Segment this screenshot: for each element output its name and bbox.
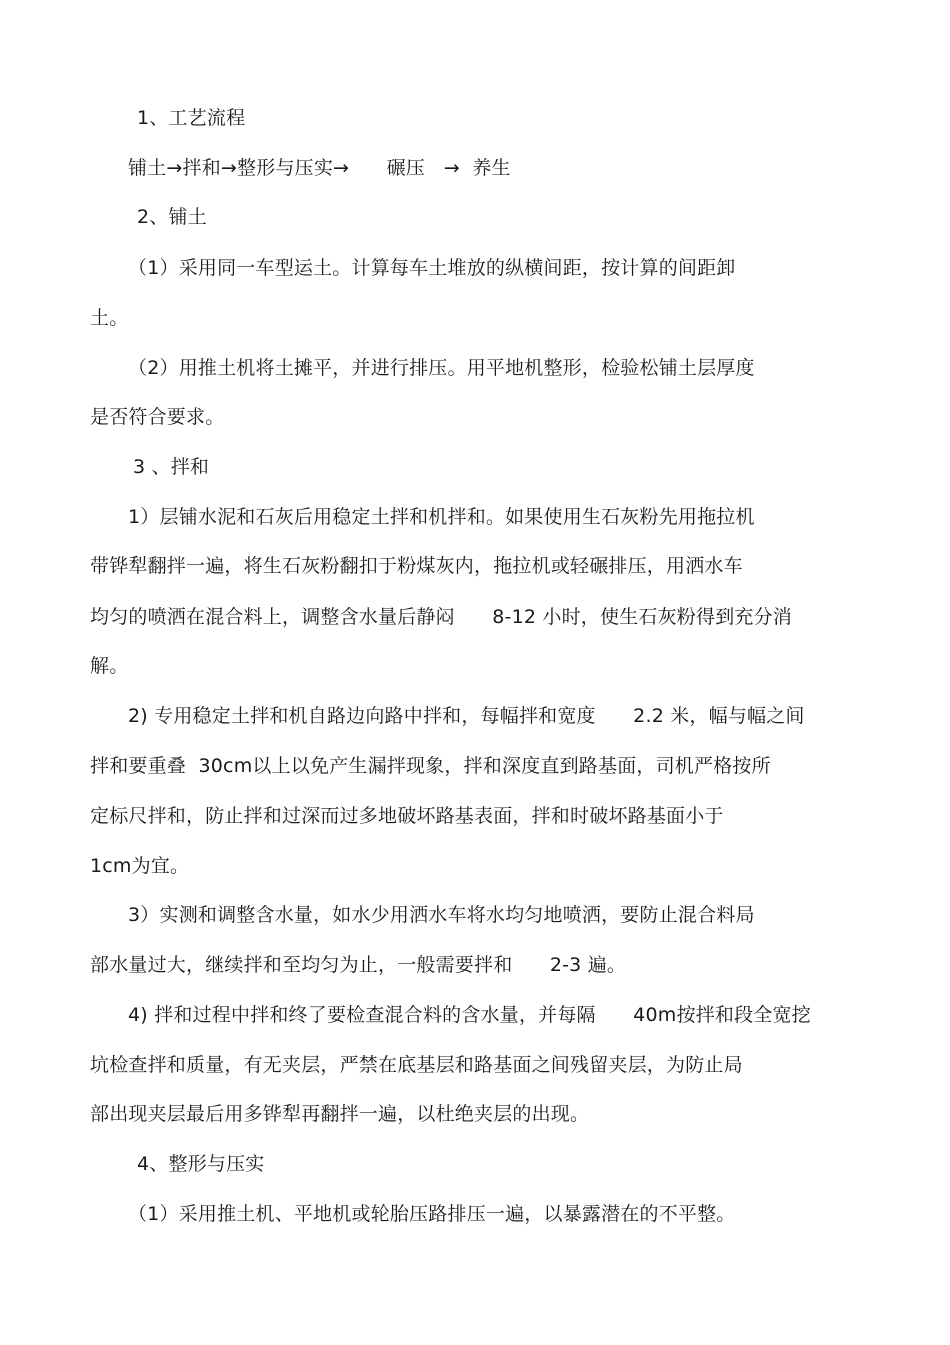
paragraph-line: 土。 [90, 307, 129, 329]
paragraph-line: 1cm为宜。 [90, 855, 190, 877]
paragraph-line: 是否符合要求。 [90, 406, 225, 428]
paragraph-line: 定标尺拌和，防止拌和过深而过多地破坏路基表面，拌和时破坏路基面小于 [90, 805, 724, 827]
paragraph-line: 拌和要重叠 30cm以上以免产生漏拌现象，拌和深度直到路基面，司机严格按所 [90, 755, 771, 777]
paragraph-line: 1）层铺水泥和石灰后用稳定土拌和机拌和。如果使用生石灰粉先用拖拉机 [128, 506, 755, 528]
paragraph-line: （1）采用同一车型运土。计算每车土堆放的纵横间距，按计算的间距卸 [128, 257, 736, 279]
process-flow-text: 铺土→拌和→整形与压实→ 碾压 → 养生 [128, 157, 511, 179]
heading-mixing: 3 、拌和 [133, 456, 210, 478]
paragraph-line: （2）用推土机将土摊平，并进行排压。用平地机整形，检验松铺土层厚度 [128, 357, 755, 379]
paragraph-line: 部出现夹层最后用多铧犁再翻拌一遍，以杜绝夹层的出现。 [90, 1103, 590, 1125]
paragraph-line: （1）采用推土机、平地机或轮胎压路排压一遍，以暴露潜在的不平整。 [128, 1203, 736, 1225]
paragraph-line: 部水量过大，继续拌和至均匀为止，一般需要拌和 2-3 遍。 [90, 954, 627, 976]
heading-shaping-compaction: 4、整形与压实 [137, 1153, 265, 1175]
heading-process-flow: 1、工艺流程 [137, 107, 246, 129]
paragraph-line: 3）实测和调整含水量，如水少用洒水车将水均匀地喷洒，要防止混合料局 [128, 904, 755, 926]
paragraph-line: 4) 拌和过程中拌和终了要检查混合料的含水量，并每隔 40m按拌和段全宽挖 [128, 1004, 811, 1026]
paragraph-line: 坑检查拌和质量，有无夹层，严禁在底基层和路基面之间残留夹层，为防止局 [90, 1054, 743, 1076]
paragraph-line: 解。 [90, 655, 129, 677]
paragraph-line: 均匀的喷洒在混合料上，调整含水量后静闷 8-12 小时，使生石灰粉得到充分消 [90, 606, 792, 628]
heading-soil-laying: 2、铺土 [137, 206, 207, 228]
paragraph-line: 2) 专用稳定土拌和机自路边向路中拌和，每幅拌和宽度 2.2 米，幅与幅之间 [128, 705, 805, 727]
paragraph-line: 带铧犁翻拌一遍，将生石灰粉翻扣于粉煤灰内，拖拉机或轻碾排压，用洒水车 [90, 555, 743, 577]
